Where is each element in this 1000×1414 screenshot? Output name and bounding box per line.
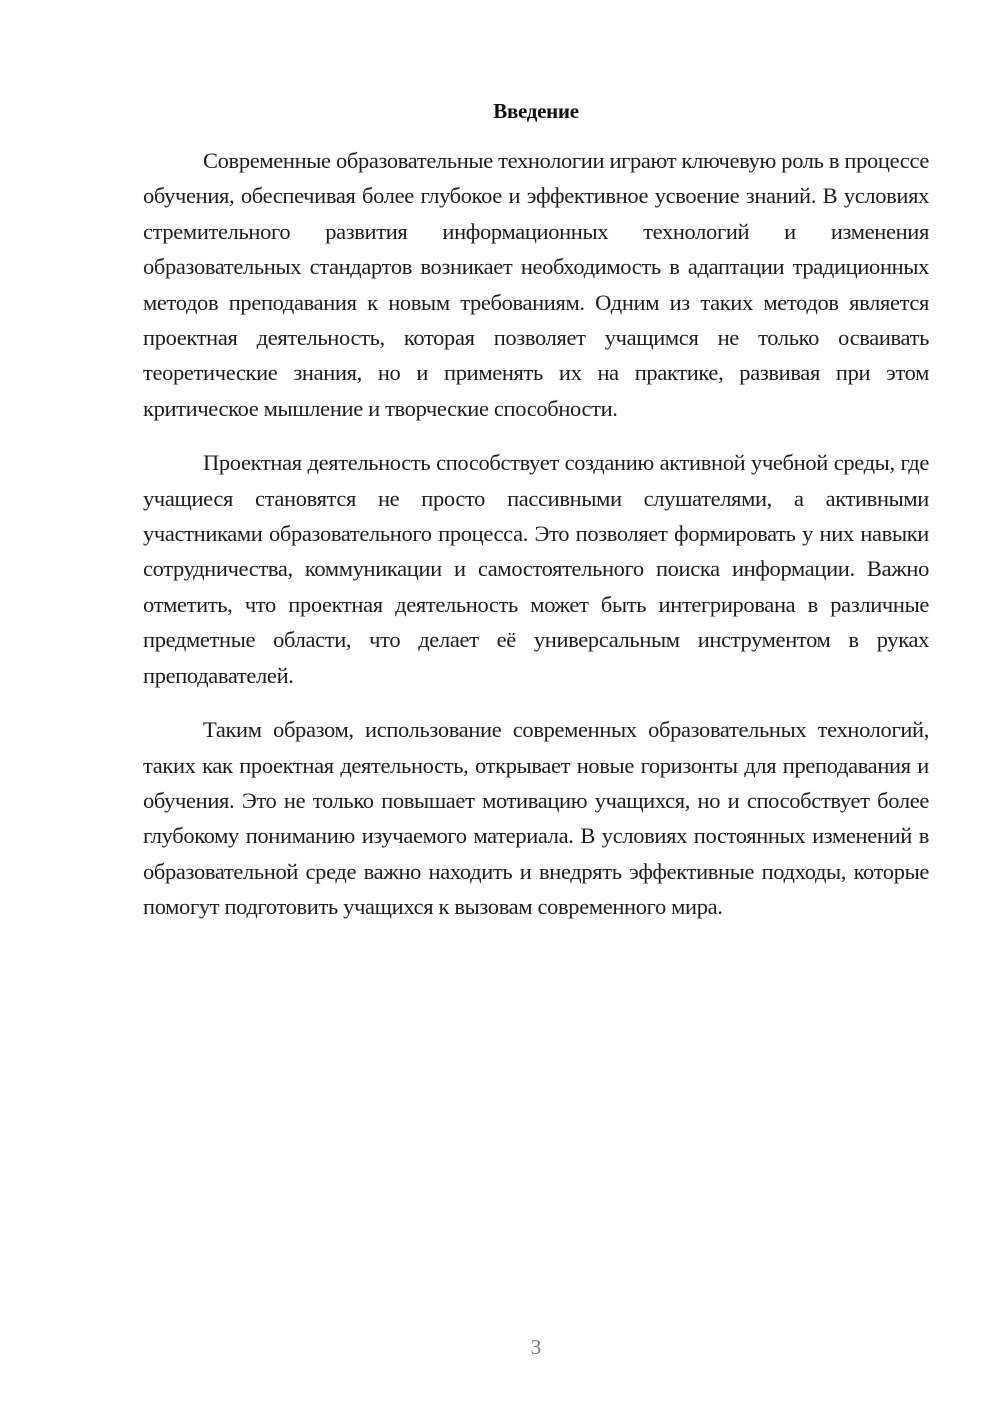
paragraph-1: Современные образовательные технологии играют ключевую роль в процессе обучения, обеспечивая более глубокое и эффективное усвоение знаний. В условиях стремительного развития информационных технологий и изменения образовательных стандартов возникает необходимость в адаптации традиционных методов преподавания к новым требованиям. Одним из таких методов является проектная деятельность, которая позволяет учащимся не только осваивать теоретические знания, но и применять их на практике, развивая при этом критическое мышление и творческие способности. bbox=[143, 148, 929, 421]
document-body bbox=[143, 143, 929, 925]
section-heading: Введение bbox=[493, 99, 579, 123]
page-number: 3 bbox=[530, 1335, 542, 1359]
paragraph-2: Проектная деятельность способствует созданию активной учебной среды, где учащиеся становятся не просто пассивными слушателями, а активными участниками образовательного процесса. Это позволяет формировать у них навыки сотрудничества, коммуникации и самостоятельного поиска информации. Важно отметить, что проектная деятельность может быть интегрирована в различные предметные области, что делает её универсальным инструментом в руках преподавателей. bbox=[143, 450, 929, 688]
paragraph-3: Таким образом, использование современных образовательных технологий, таких как проектная деятельность, открывает новые горизонты для преподавания и обучения. Это не только повышает мотивацию учащихся, но и способствует более глубокому пониманию изучаемого материала. В условиях постоянных изменений в образовательной среде важно находить и внедрять эффективные подходы, которые помогут подготовить учащихся к вызовам современного мира. bbox=[143, 717, 929, 920]
